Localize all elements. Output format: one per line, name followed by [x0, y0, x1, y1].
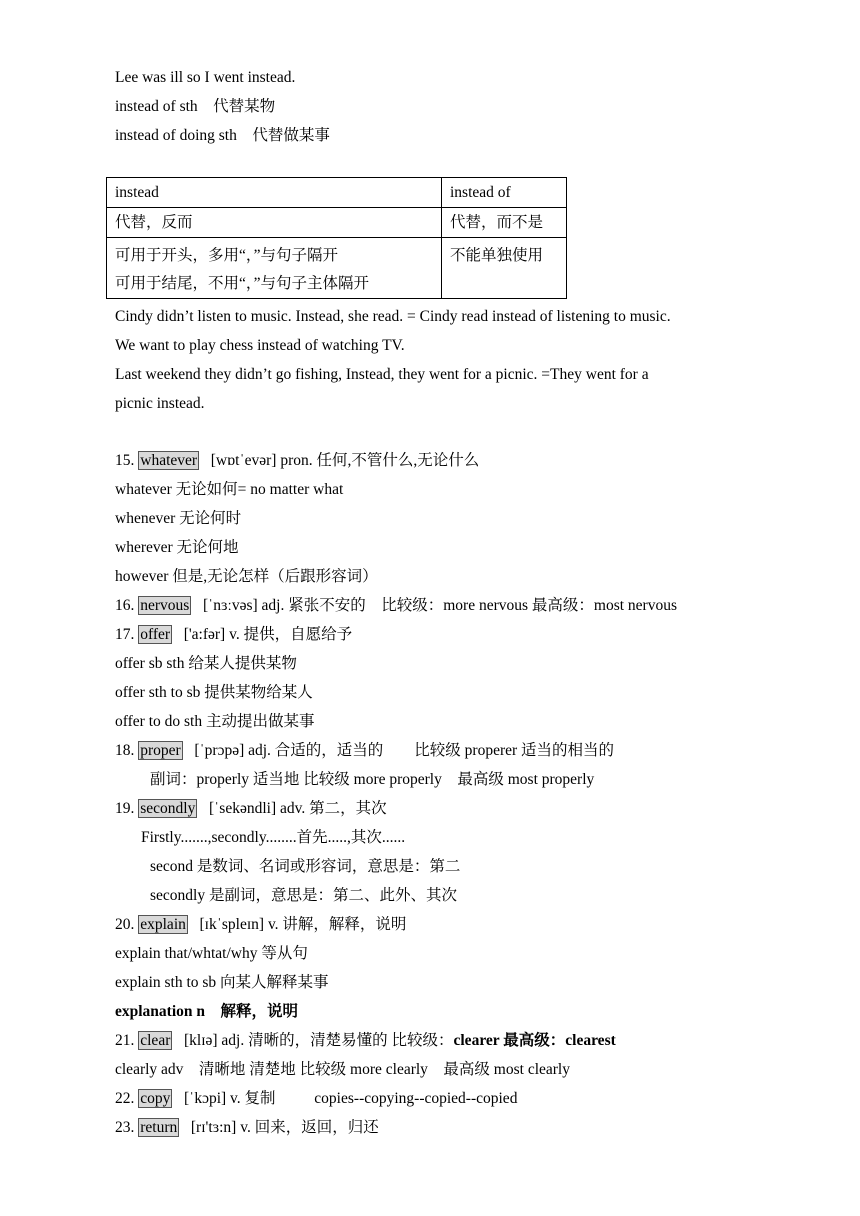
table-header-cell: instead of	[442, 178, 567, 208]
entry-definition: [ˈnɜːvəs] adj. 紧张不安的 比较级：more nervous 最高级：most nervous	[191, 597, 677, 614]
phrase-instead-of-doing: instead of doing sth 代替做某事	[115, 127, 330, 144]
highlighted-word: explain	[140, 916, 186, 933]
entry-definition: [ˈkɔpi] v. 复制 copies--copying--copied--copied	[172, 1090, 518, 1107]
usage-note: offer sb sth 给某人提供某物	[115, 655, 297, 672]
entry-definition: [klɪə] adj. 清晰的，清楚易懂的 比较级：	[172, 1032, 454, 1049]
highlighted-word: proper	[140, 742, 181, 759]
example-sentence: Lee was ill so I went instead.	[115, 69, 296, 86]
table-cell-line: 可用于结尾，不用“，”与句子主体隔开	[115, 275, 370, 292]
entry-number: 21.	[115, 1032, 135, 1049]
comparative-forms: clearer 最高级：clearest	[453, 1032, 616, 1049]
vocab-entry	[115, 741, 614, 761]
entry-number: 17.	[115, 626, 135, 643]
entry-definition: [wɒtˈevər] pron. 任何,不管什么,无论什么	[199, 452, 480, 469]
entry-number: 22.	[115, 1090, 135, 1107]
usage-note: whenever 无论何时	[115, 510, 242, 527]
vocab-entry	[115, 799, 387, 819]
example-sentence: Cindy didn’t listen to music. Instead, she read. = Cindy read instead of listening to music.	[115, 308, 671, 325]
highlighted-word: whatever	[140, 452, 198, 469]
usage-note-bold: explanation n 解释，说明	[115, 1003, 299, 1020]
usage-note: however 但是,无论怎样（后跟形容词）	[115, 568, 378, 585]
vocab-entry	[115, 1031, 616, 1051]
example-sentence: Last weekend they didn’t go fishing, Instead, they went for a picnic. =They went for a	[115, 366, 649, 383]
highlighted-word: secondly	[140, 800, 196, 817]
example-sentence: picnic instead.	[115, 395, 205, 412]
entry-number: 15.	[115, 452, 135, 469]
highlighted-word: clear	[140, 1032, 171, 1049]
usage-note: secondly 是副词，意思是：第二、此外、其次	[150, 887, 457, 904]
entry-number: 19.	[115, 800, 135, 817]
usage-note: wherever 无论何地	[115, 539, 239, 556]
table-cell-line: 可用于开头，多用“，”与句子隔开	[115, 247, 339, 264]
table-row	[107, 208, 567, 238]
example-sentence: We want to play chess instead of watching TV.	[115, 337, 405, 354]
usage-note: offer sth to sb 提供某物给某人	[115, 684, 313, 701]
table-row	[107, 238, 567, 299]
usage-note: clearly adv 清晰地 清楚地 比较级 more clearly 最高级 most clearly	[115, 1061, 570, 1078]
entry-number: 23.	[115, 1119, 135, 1136]
phrase-instead-of-sth: instead of sth 代替某物	[115, 98, 276, 115]
entry-number: 16.	[115, 597, 135, 614]
highlighted-word: offer	[140, 626, 171, 643]
vocab-entry	[115, 625, 352, 645]
entry-definition: [ɪkˈspleɪn] v. 讲解，解释，说明	[187, 916, 407, 933]
highlighted-word: nervous	[140, 597, 190, 614]
usage-note: 副词：properly 适当地 比较级 more properly 最高级 most properly	[150, 771, 595, 788]
usage-note: whatever 无论如何= no matter what	[115, 481, 344, 498]
vocab-entry	[115, 915, 406, 935]
highlighted-word: copy	[140, 1090, 171, 1107]
table-cell: 代替，而不是	[442, 208, 567, 238]
vocab-entry	[115, 596, 677, 616]
table-cell: 不能单独使用	[442, 238, 567, 299]
entry-definition: [ˈprɔpə] adj. 合适的，适当的 比较级 properer 适当的相当的	[182, 742, 615, 759]
comparison-table	[106, 177, 567, 299]
vocab-entry	[115, 451, 479, 471]
usage-note: second 是数词、名词或形容词，意思是：第二	[150, 858, 461, 875]
vocab-entry	[115, 1118, 379, 1138]
entry-number: 20.	[115, 916, 135, 933]
table-cell	[107, 238, 442, 299]
usage-note: Firstly.......,secondly........首先.....,其次......	[141, 829, 406, 846]
table-cell: 代替，反而	[107, 208, 442, 238]
vocab-entry	[115, 1089, 517, 1109]
entry-definition: ['a:fər] v. 提供，自愿给予	[172, 626, 353, 643]
entry-definition: [rɪ'tɜ:n] v. 回来，返回，归还	[179, 1119, 379, 1136]
entry-number: 18.	[115, 742, 135, 759]
usage-note: offer to do sth 主动提出做某事	[115, 713, 315, 730]
usage-note: explain that/whtat/why 等从句	[115, 945, 308, 962]
usage-note: explain sth to sb 向某人解释某事	[115, 974, 329, 991]
table-row	[107, 178, 567, 208]
highlighted-word: return	[140, 1119, 178, 1136]
table-header-cell: instead	[107, 178, 442, 208]
entry-definition: [ˈsekəndli] adv. 第二，其次	[197, 800, 387, 817]
